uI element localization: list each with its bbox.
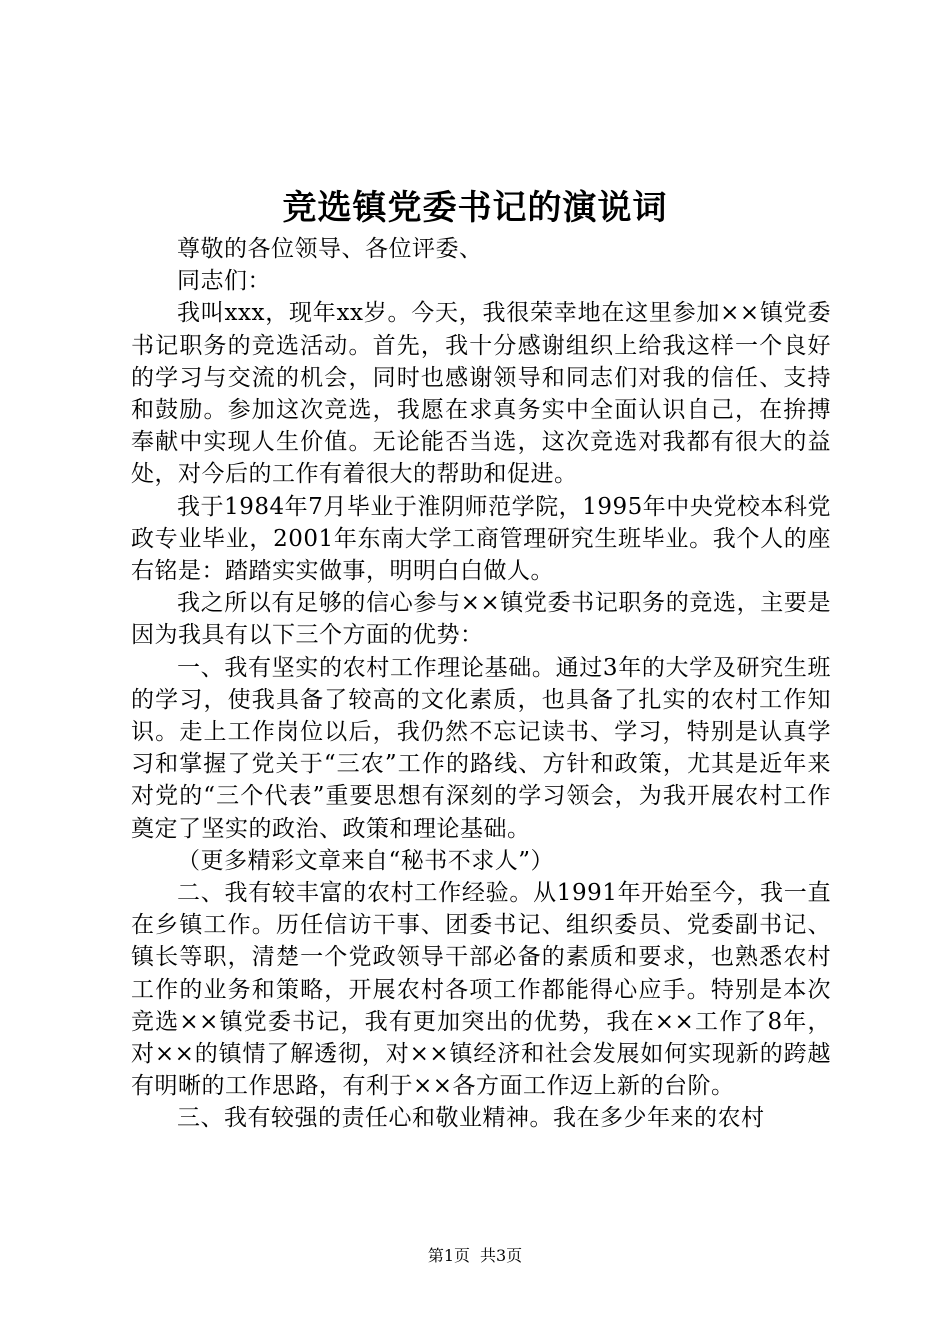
page-total: 共3页 bbox=[480, 1246, 523, 1265]
paragraph-advantage-one: 一、我有坚实的农村工作理论基础。通过3年的大学及研究生班的学习，使我具备了较高的文化素质，也具备了扎实的农村工作知识。走上工作岗位以后，我仍然不忘记读书、学习，特别是认真学习和掌握了党关于“三农”工作的路线、方针和政策，尤其是近年来对党的“三个代表”重要思想有深刻的学习领会，为我开展农村工作奠定了坚实的政治、政策和理论基础。 bbox=[131, 654, 831, 842]
page-footer bbox=[0, 1245, 950, 1267]
salutation-line-1: 尊敬的各位领导、各位评委、 bbox=[177, 236, 483, 262]
paragraph-advantage-two: 二、我有较丰富的农村工作经验。从1991年开始至今，我一直在乡镇工作。历任信访干事、团委书记、组织委员、党委副书记、镇长等职，清楚一个党政领导干部必备的素质和要求，也熟悉农村工作的业务和策略，开展农村各项工作都能得心应手。特别是本次竞选××镇党委书记，我有更加突出的优势，我在××工作了8年，对××的镇情了解透彻，对××镇经济和社会发展如何实现新的跨越有明晰的工作思路，有利于××各方面工作迈上新的台阶。 bbox=[131, 880, 831, 1100]
paragraph-background: 我于1984年7月毕业于淮阴师范学院，1995年中央党校本科党政专业毕业，2001年东南大学工商管理研究生班毕业。我个人的座右铭是：踏踏实实做事，明明白白做人。 bbox=[131, 493, 831, 585]
salutation-line-2: 同志们： bbox=[177, 268, 271, 295]
paragraph-advantages-intro: 我之所以有足够的信心参与××镇党委书记职务的竞选，主要是因为我具有以下三个方面的优势： bbox=[131, 590, 831, 649]
paragraph-source-note: （更多精彩文章来自“秘书不求人”） bbox=[177, 847, 555, 874]
document-title: 竞选镇党委书记的演说词 bbox=[282, 188, 668, 228]
paragraph-introduction: 我叫xxx，现年xx岁。今天，我很荣幸地在这里参加××镇党委书记职务的竞选活动。首先，我十分感谢组织上给我这样一个良好的学习与交流的机会，同时也感谢领导和同志们对我的信任、支持和鼓励。参加这次竞选，我愿在求真务实中全面认识自己，在拚搏奉献中实现人生价值。无论能否当选，这次竞选对我都有很大的益处，对今后的工作有着很大的帮助和促进。 bbox=[131, 300, 831, 488]
document-body bbox=[131, 233, 831, 1135]
paragraph-advantage-three: 三、我有较强的责任心和敬业精神。我在多少年来的农村 bbox=[177, 1105, 765, 1132]
page-number: 第1页 bbox=[427, 1246, 470, 1265]
